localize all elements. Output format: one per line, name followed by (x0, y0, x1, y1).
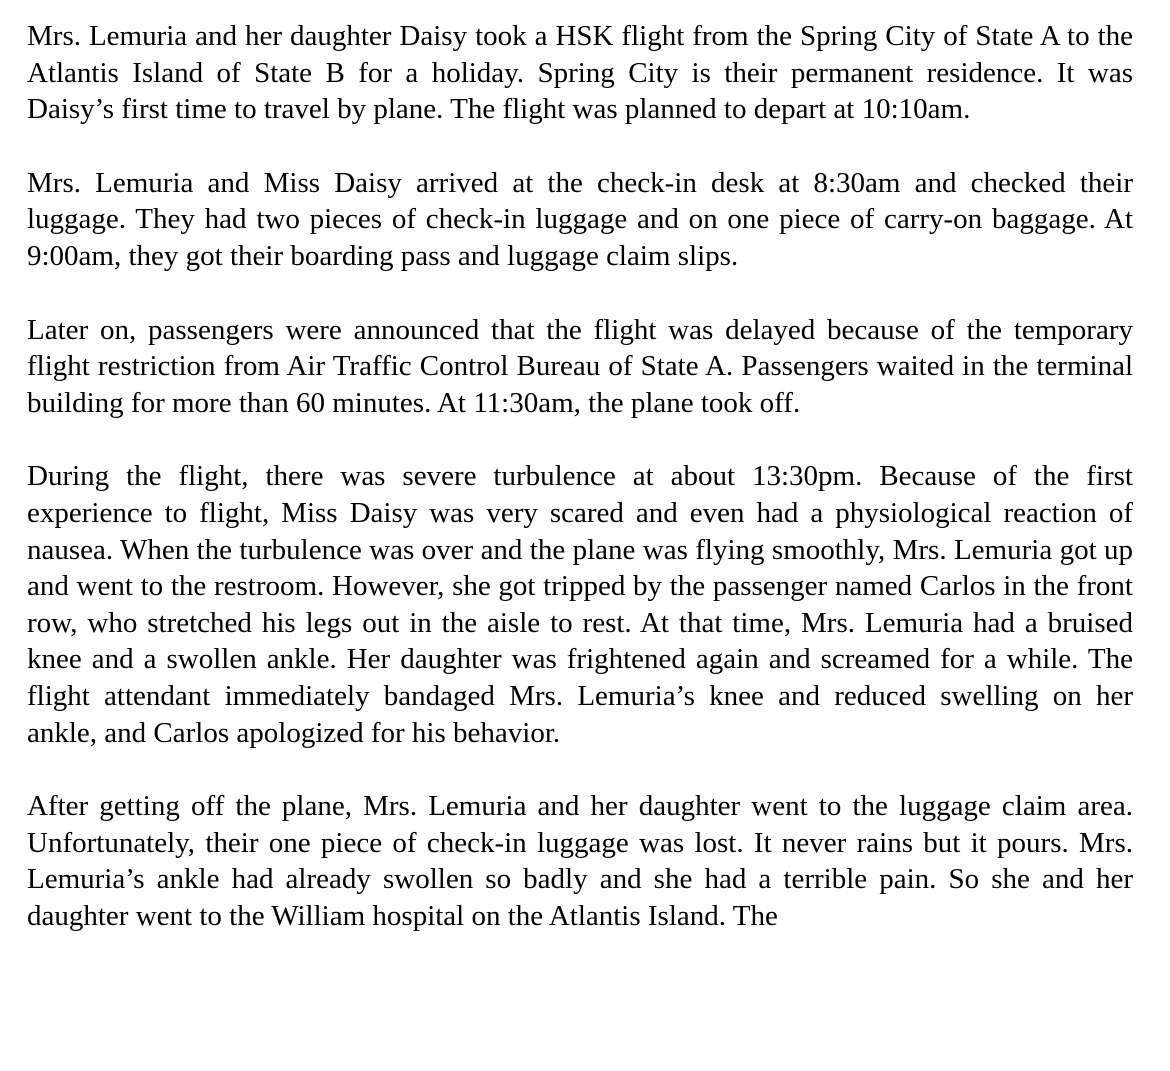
paragraph-3: Later on, passengers were announced that the flight was delayed because of the temporary flight restriction from Air Traffic Control Bureau of State A. Passengers waited in the terminal building for more than 60 minutes. At 11:30am, the plane took off. (27, 313, 1133, 419)
document-body (27, 18, 1133, 934)
paragraph-2: Mrs. Lemuria and Miss Daisy arrived at the check-in desk at 8:30am and checked their luggage. They had two pieces of check-in luggage and on one piece of carry-on baggage. At 9:00am, they got their boarding pass and luggage claim slips. (27, 166, 1133, 272)
paragraph-5: After getting off the plane, Mrs. Lemuria and her daughter went to the luggage claim area. Unfortunately, their one piece of check-in luggage was lost. It never rains but it pours. Mrs. Lemuria’s ankle had already swollen so badly and she had a terrible pain. So she and her daughter went to the William hospital on the Atlantis Island. The (27, 790, 1133, 932)
paragraph-1: Mrs. Lemuria and her daughter Daisy took a HSK flight from the Spring City of State A to the Atlantis Island of State B for a holiday. Spring City is their permanent residence. It was Daisy’s first time to travel by plane. The flight was planned to depart at 10:10am. (27, 20, 1133, 126)
paragraph-4: During the flight, there was severe turbulence at about 13:30pm. Because of the first experience to flight, Miss Daisy was very scared and even had a physiological reaction of nausea. When the turbulence was over and the plane was flying smoothly, Mrs. Lemuria got up and went to the restroom. However, she got tripped by the passenger named Carlos in the front row, who stretched his legs out in the aisle to rest. At that time, Mrs. Lemuria had a bruised knee and a swollen ankle. Her daughter was frightened again and screamed for a while. The flight attendant immediately bandaged Mrs. Lemuria’s knee and reduced swelling on her ankle, and Carlos apologized for his behavior. (27, 460, 1133, 749)
